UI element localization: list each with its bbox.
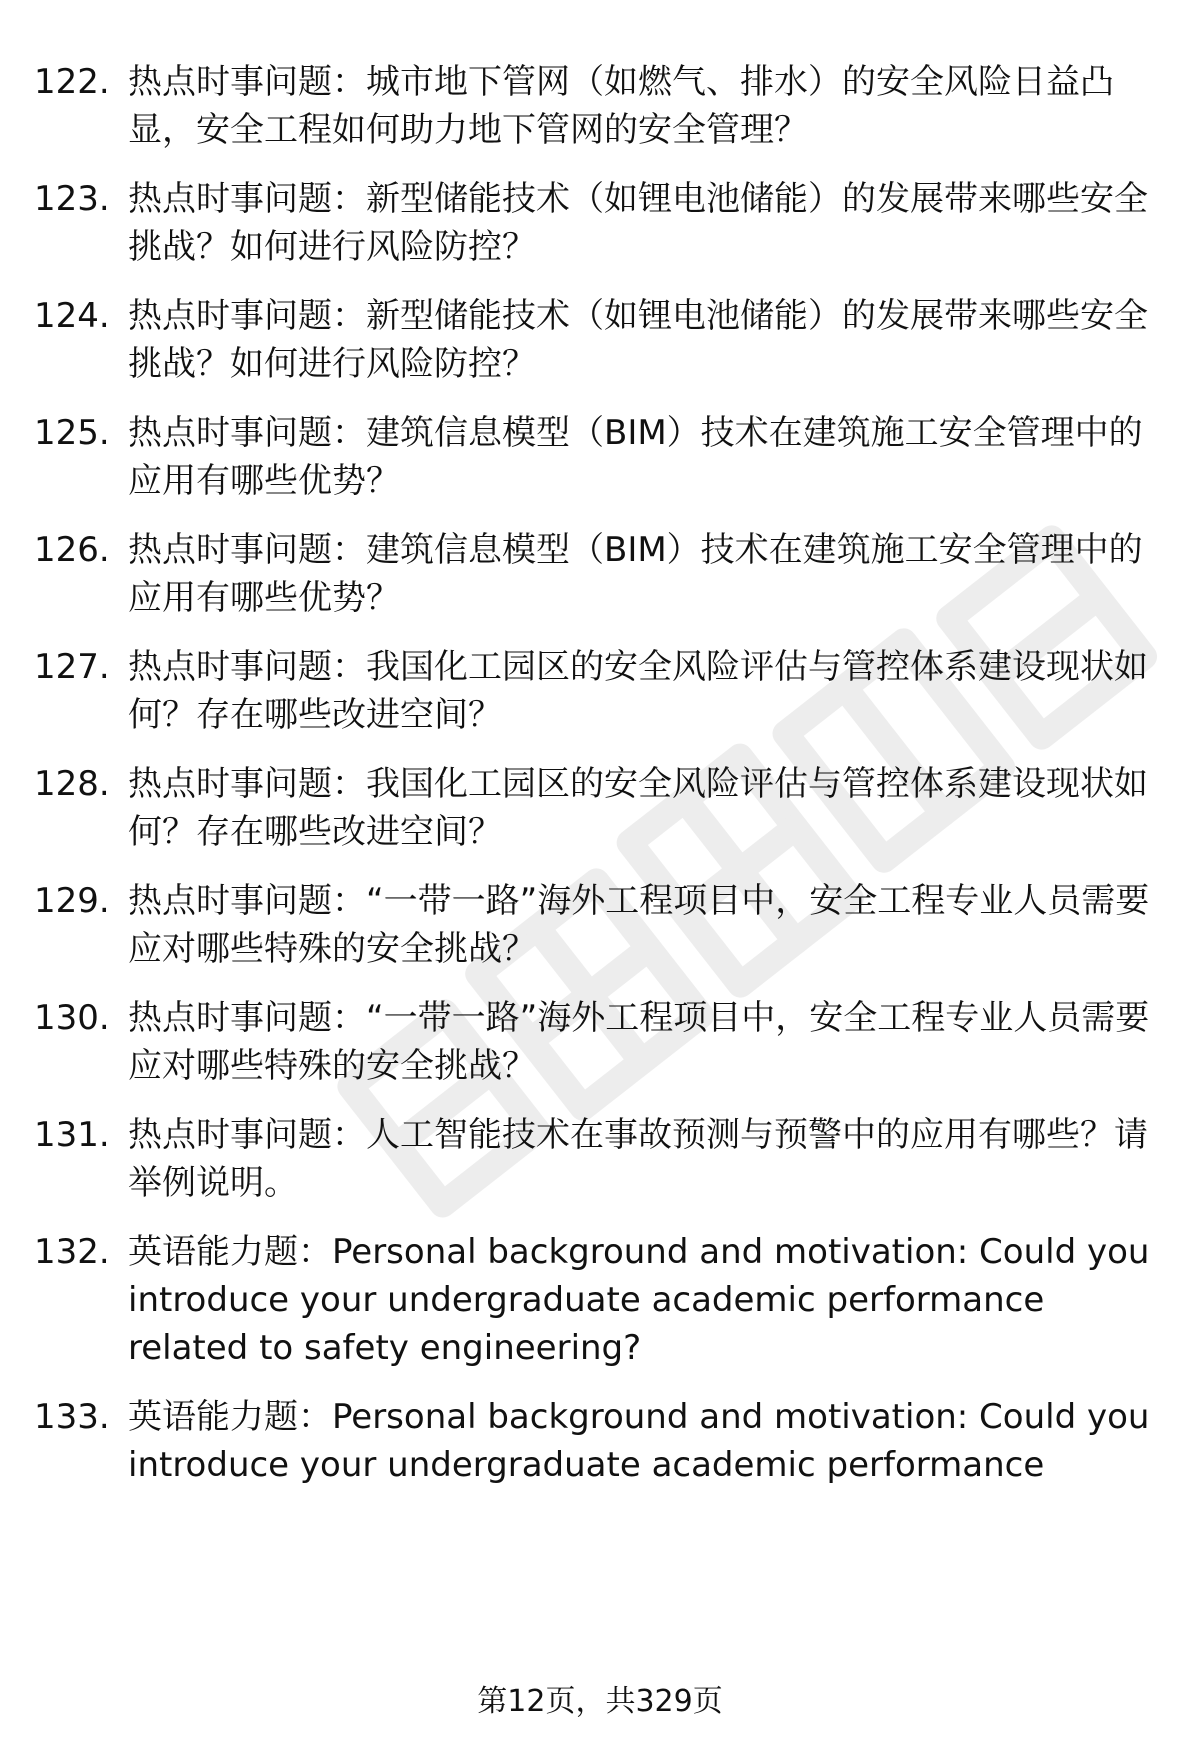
question-item [34,175,1154,271]
question-number: 128. [34,764,110,804]
question-item [34,526,1154,622]
question-item [34,58,1154,154]
question-item [34,1111,1154,1207]
question-number: 125. [34,413,110,453]
question-number: 132. [34,1232,110,1272]
question-text: 热点时事问题：建筑信息模型（BIM）技术在建筑施工安全管理中的应用有哪些优势？ [128,413,1143,501]
page-footer: 第12页，共329页 [477,1684,723,1719]
question-text: 热点时事问题：“一带一路”海外工程项目中，安全工程专业人员需要应对哪些特殊的安全挑战？ [128,881,1150,969]
question-text: 热点时事问题：新型储能技术（如锂电池储能）的发展带来哪些安全挑战？如何进行风险防控？ [128,179,1148,267]
question-item [34,643,1154,739]
question-item [34,1228,1154,1372]
question-list [34,58,1154,1510]
question-text: 热点时事问题：我国化工园区的安全风险评估与管控体系建设现状如何？存在哪些改进空间？ [128,764,1148,852]
question-text: 热点时事问题：“一带一路”海外工程项目中，安全工程专业人员需要应对哪些特殊的安全挑战？ [128,998,1150,1086]
question-number: 127. [34,647,110,687]
question-item [34,409,1154,505]
question-number: 131. [34,1115,110,1155]
question-item [34,994,1154,1090]
question-text: 热点时事问题：我国化工园区的安全风险评估与管控体系建设现状如何？存在哪些改进空间？ [128,647,1148,735]
question-text: 热点时事问题：人工智能技术在事故预测与预警中的应用有哪些？请举例说明。 [128,1115,1148,1203]
question-item [34,292,1154,388]
question-item [34,877,1154,973]
question-number: 129. [34,881,110,921]
question-number: 123. [34,179,110,219]
question-number: 124. [34,296,110,336]
question-number: 133. [34,1397,110,1437]
question-text: 热点时事问题：新型储能技术（如锂电池储能）的发展带来哪些安全挑战？如何进行风险防控？ [128,296,1148,384]
question-number: 126. [34,530,110,570]
question-item [34,1393,1154,1489]
question-number: 122. [34,62,110,102]
question-text: 英语能力题：Personal background and motivation: Could you introduce your undergraduate academic performance [128,1397,1150,1485]
question-item [34,760,1154,856]
question-text: 热点时事问题：城市地下管网（如燃气、排水）的安全风险日益凸显，安全工程如何助力地下管网的安全管理？ [128,62,1114,150]
question-text: 热点时事问题：建筑信息模型（BIM）技术在建筑施工安全管理中的应用有哪些优势？ [128,530,1143,618]
question-number: 130. [34,998,110,1038]
question-text: 英语能力题：Personal background and motivation: Could you introduce your undergraduate academic performance related to safety engineering? [128,1232,1150,1368]
